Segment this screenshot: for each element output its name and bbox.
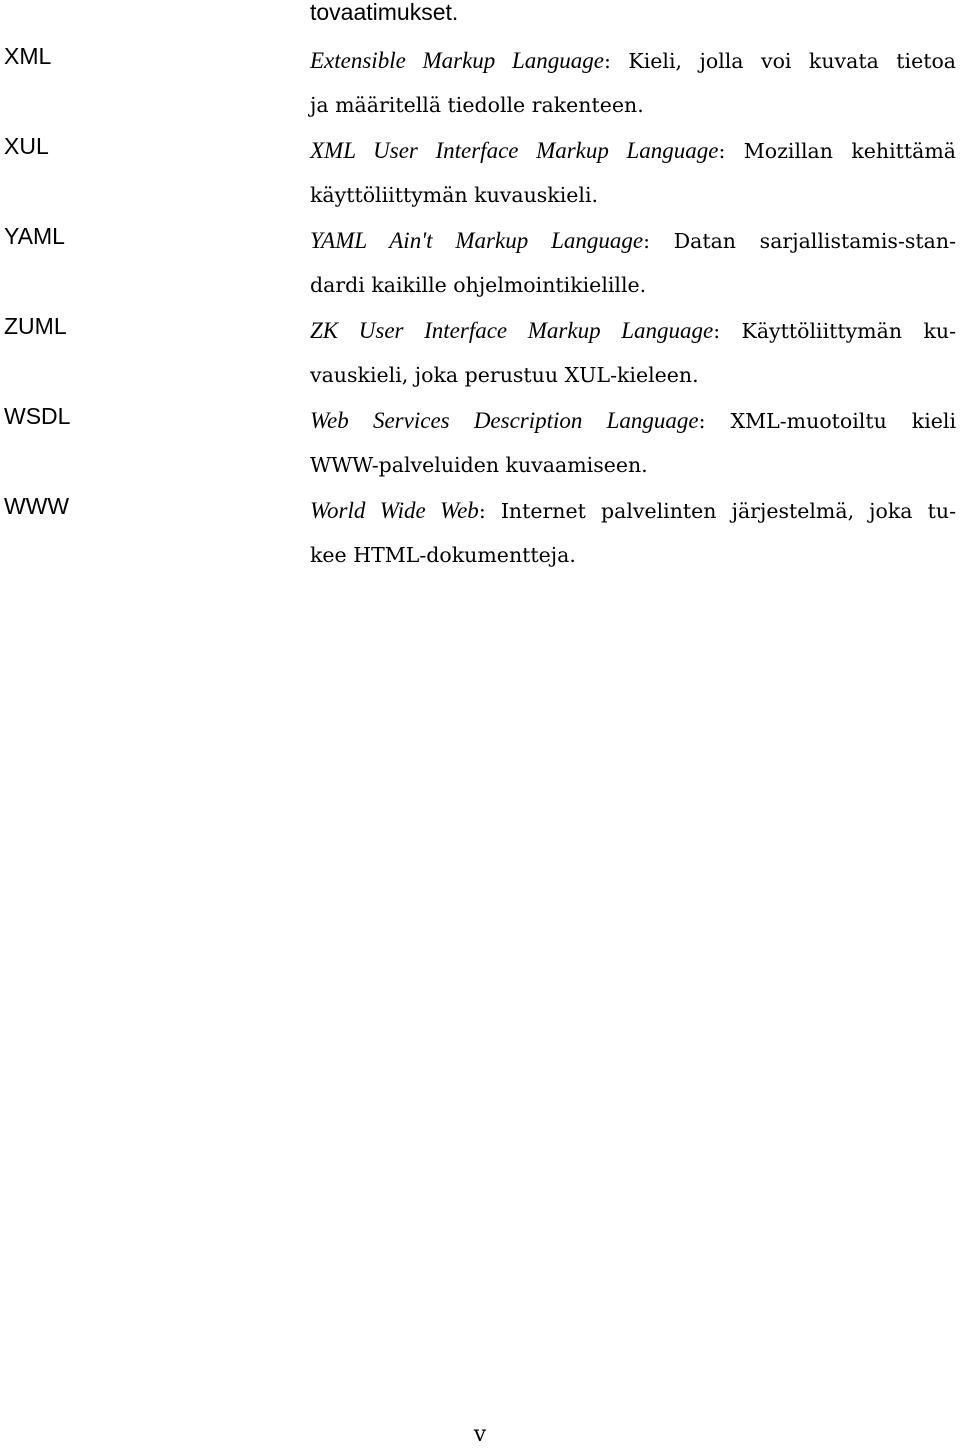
- glossary-entry-xml: [0, 38, 960, 128]
- term-expansion: Web Services Description Language: [310, 408, 699, 433]
- glossary-entry-wsdl: [0, 398, 960, 488]
- page-number: v: [473, 1422, 487, 1447]
- glossary-term: WSDL: [4, 403, 71, 429]
- term-expansion: XML User Interface Markup Language: [310, 138, 719, 163]
- glossary-entry-yaml: [0, 218, 960, 308]
- definition-line-2: dardi kaikille ohjelmointikielille.: [310, 273, 647, 297]
- glossary-definition: YAML Ain't Markup Language: Datan sarjallistamis-stan- dardi kaikille ohjelmointikielille.: [310, 218, 956, 308]
- glossary-list: [0, 38, 960, 578]
- glossary-definition: ZK User Interface Markup Language: Käyttöliittymän ku- vauskieli, joka perustuu XUL-kieleen.: [310, 308, 956, 398]
- definition-line-2: käyttöliittymän kuvauskieli.: [310, 183, 599, 207]
- glossary-term: XUL: [4, 133, 49, 159]
- definition-line-2: kee HTML-dokumentteja.: [310, 543, 576, 567]
- glossary-definition: World Wide Web: Internet palvelinten järjestelmä, joka tu- kee HTML-dokumentteja.: [310, 488, 956, 578]
- glossary-entry-zuml: [0, 308, 960, 398]
- glossary-definition: XML User Interface Markup Language: Mozillan kehittämä käyttöliittymän kuvauskieli.: [310, 128, 956, 218]
- definition-line-2: vauskieli, joka perustuu XUL-kieleen.: [310, 363, 699, 387]
- glossary-entry-www: [0, 488, 960, 578]
- continuation-text: tovaatimukset.: [310, 0, 459, 25]
- glossary-definition: Extensible Markup Language: Kieli, jolla voi kuvata tietoa ja määritellä tiedolle rakenteen.: [310, 38, 956, 128]
- term-expansion: Extensible Markup Language: [310, 48, 605, 73]
- glossary-term: YAML: [4, 223, 65, 249]
- glossary-term: XML: [4, 43, 52, 69]
- term-expansion: World Wide Web: [310, 498, 479, 523]
- term-expansion: YAML Ain't Markup Language: [310, 228, 644, 253]
- glossary-entry-xul: [0, 128, 960, 218]
- definition-line-2: ja määritellä tiedolle rakenteen.: [310, 93, 644, 117]
- glossary-term: ZUML: [4, 313, 67, 339]
- definition-line-2: WWW-palveluiden kuvaamiseen.: [310, 453, 648, 477]
- glossary-definition: Web Services Description Language: XML-muotoiltu kieli WWW-palveluiden kuvaamiseen.: [310, 398, 956, 488]
- glossary-term: WWW: [4, 493, 70, 519]
- term-expansion: ZK User Interface Markup Language: [310, 318, 714, 343]
